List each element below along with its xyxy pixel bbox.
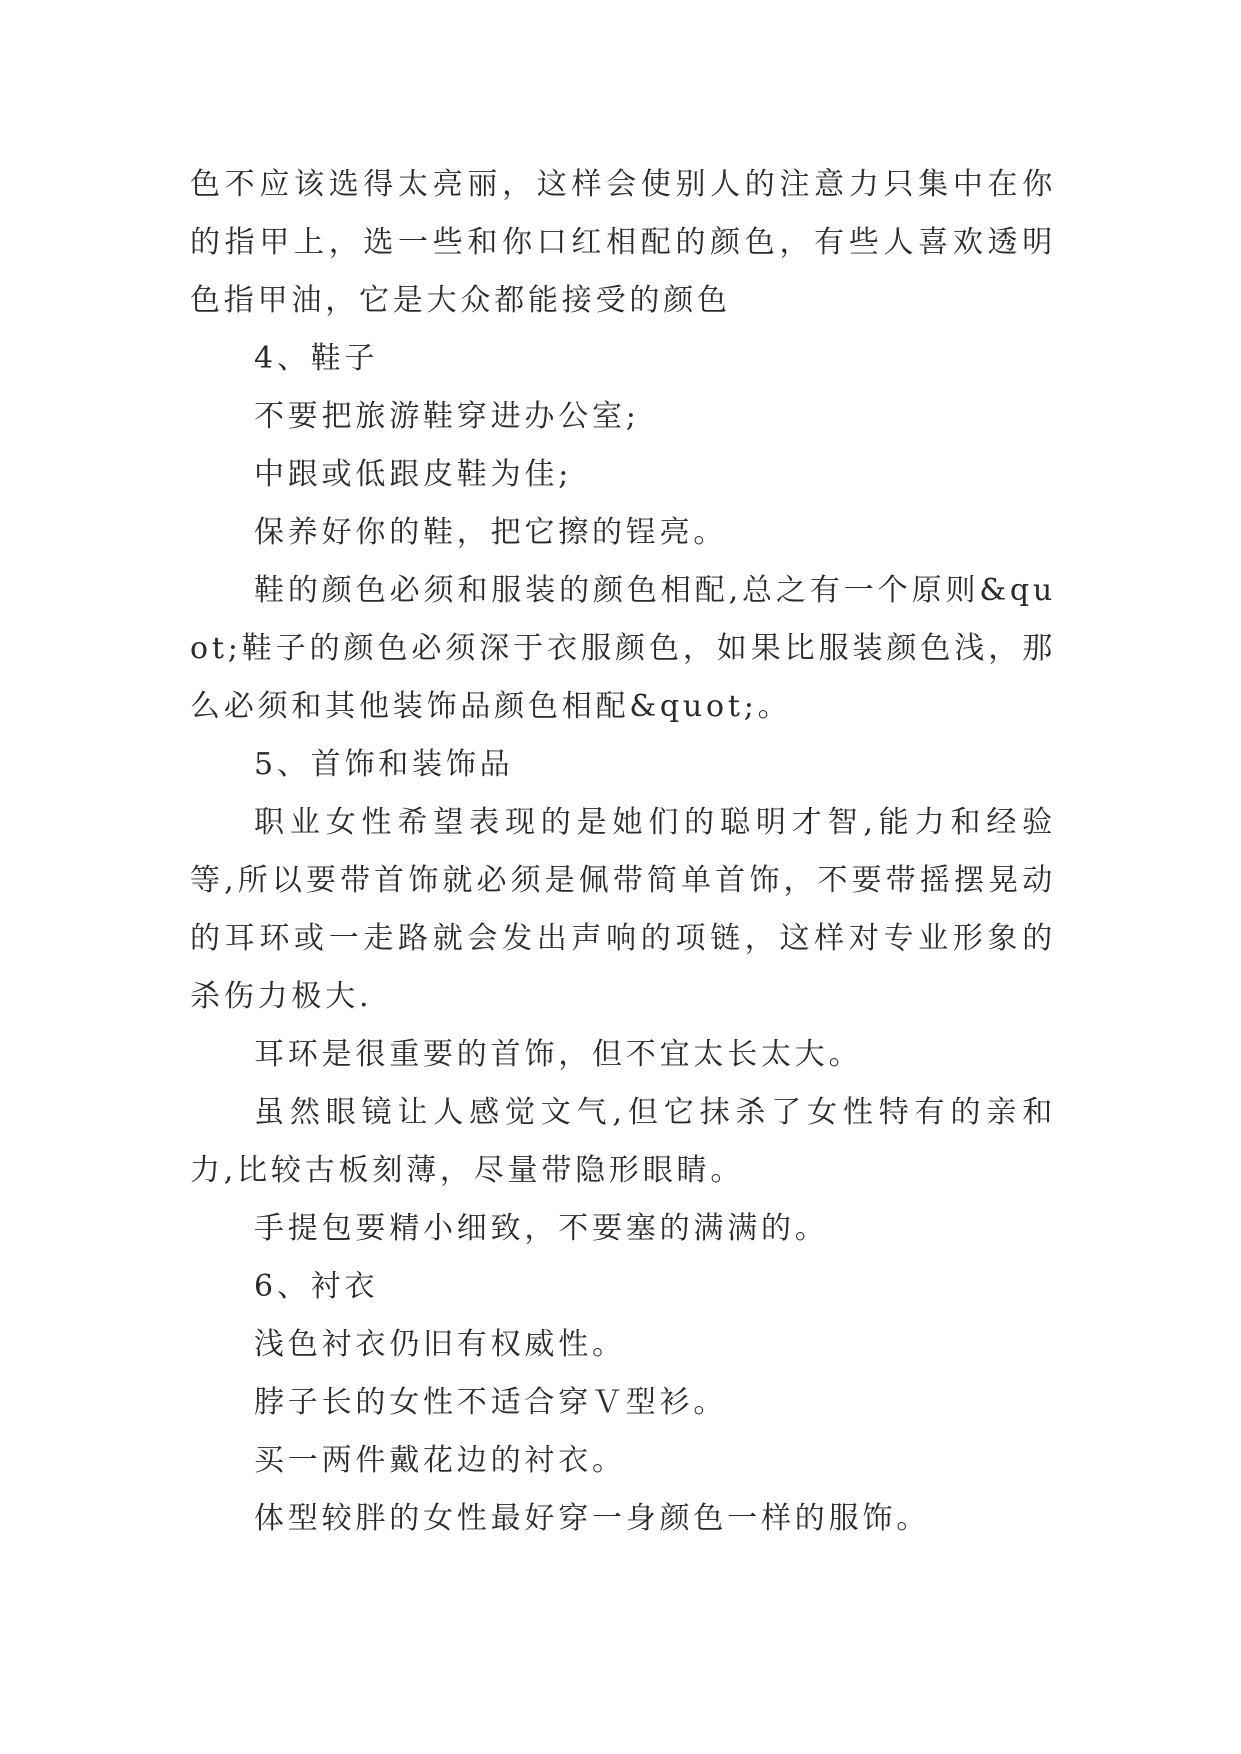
paragraph-earrings: 耳环是很重要的首饰，但不宜太长太大。 <box>254 1037 863 1072</box>
paragraph-nail-polish-continued: 色不应该选得太亮丽，这样会使别人的注意力只集中在你的指甲上，选一些和你口红相配的颜色，有些人喜欢透明色指甲油，它是大众都能接受的颜色 <box>190 167 1056 318</box>
paragraph-handbag: 手提包要精小细致，不要塞的满满的。 <box>254 1211 829 1246</box>
paragraph-shoe-color: 鞋的颜色必须和服装的颜色相配,总之有一个原则&quot;鞋子的颜色必须深于衣服颜色，如果比服装颜色浅，那么必须和其他装饰品颜色相配&quot;。 <box>190 573 1056 724</box>
heading-jewelry: 5、首饰和装饰品 <box>254 747 514 782</box>
paragraph-glasses: 虽然眼镜让人感觉文气,但它抹杀了女性特有的亲和力,比较古板刻薄，尽量带隐形眼睛。 <box>190 1095 1056 1188</box>
heading-shoes: 4、鞋子 <box>254 341 379 376</box>
paragraph-v-neck: 脖子长的女性不适合穿Ｖ型衫。 <box>254 1385 728 1420</box>
paragraph-heel-height: 中跟或低跟皮鞋为佳; <box>254 457 573 492</box>
heading-shirts: 6、衬衣 <box>254 1269 379 1304</box>
paragraph-shoe-care: 保养好你的鞋，把它擦的锃亮。 <box>254 515 728 550</box>
paragraph-light-shirts: 浅色衬衣仍旧有权威性。 <box>254 1327 626 1362</box>
paragraph-lace-shirts: 买一两件戴花边的衬衣。 <box>254 1443 626 1478</box>
paragraph-simple-jewelry: 职业女性希望表现的是她们的聪明才智,能力和经验等,所以要带首饰就必须是佩带简单首饰，不要带摇摆晃动的耳环或一走路就会发出声响的项链，这样对专业形象的杀伤力极大. <box>190 805 1056 1014</box>
paragraph-single-color: 体型较胖的女性最好穿一身颜色一样的服饰。 <box>254 1501 930 1536</box>
paragraph-no-sneakers: 不要把旅游鞋穿进办公室; <box>254 399 640 434</box>
document-page <box>190 156 1056 1548</box>
